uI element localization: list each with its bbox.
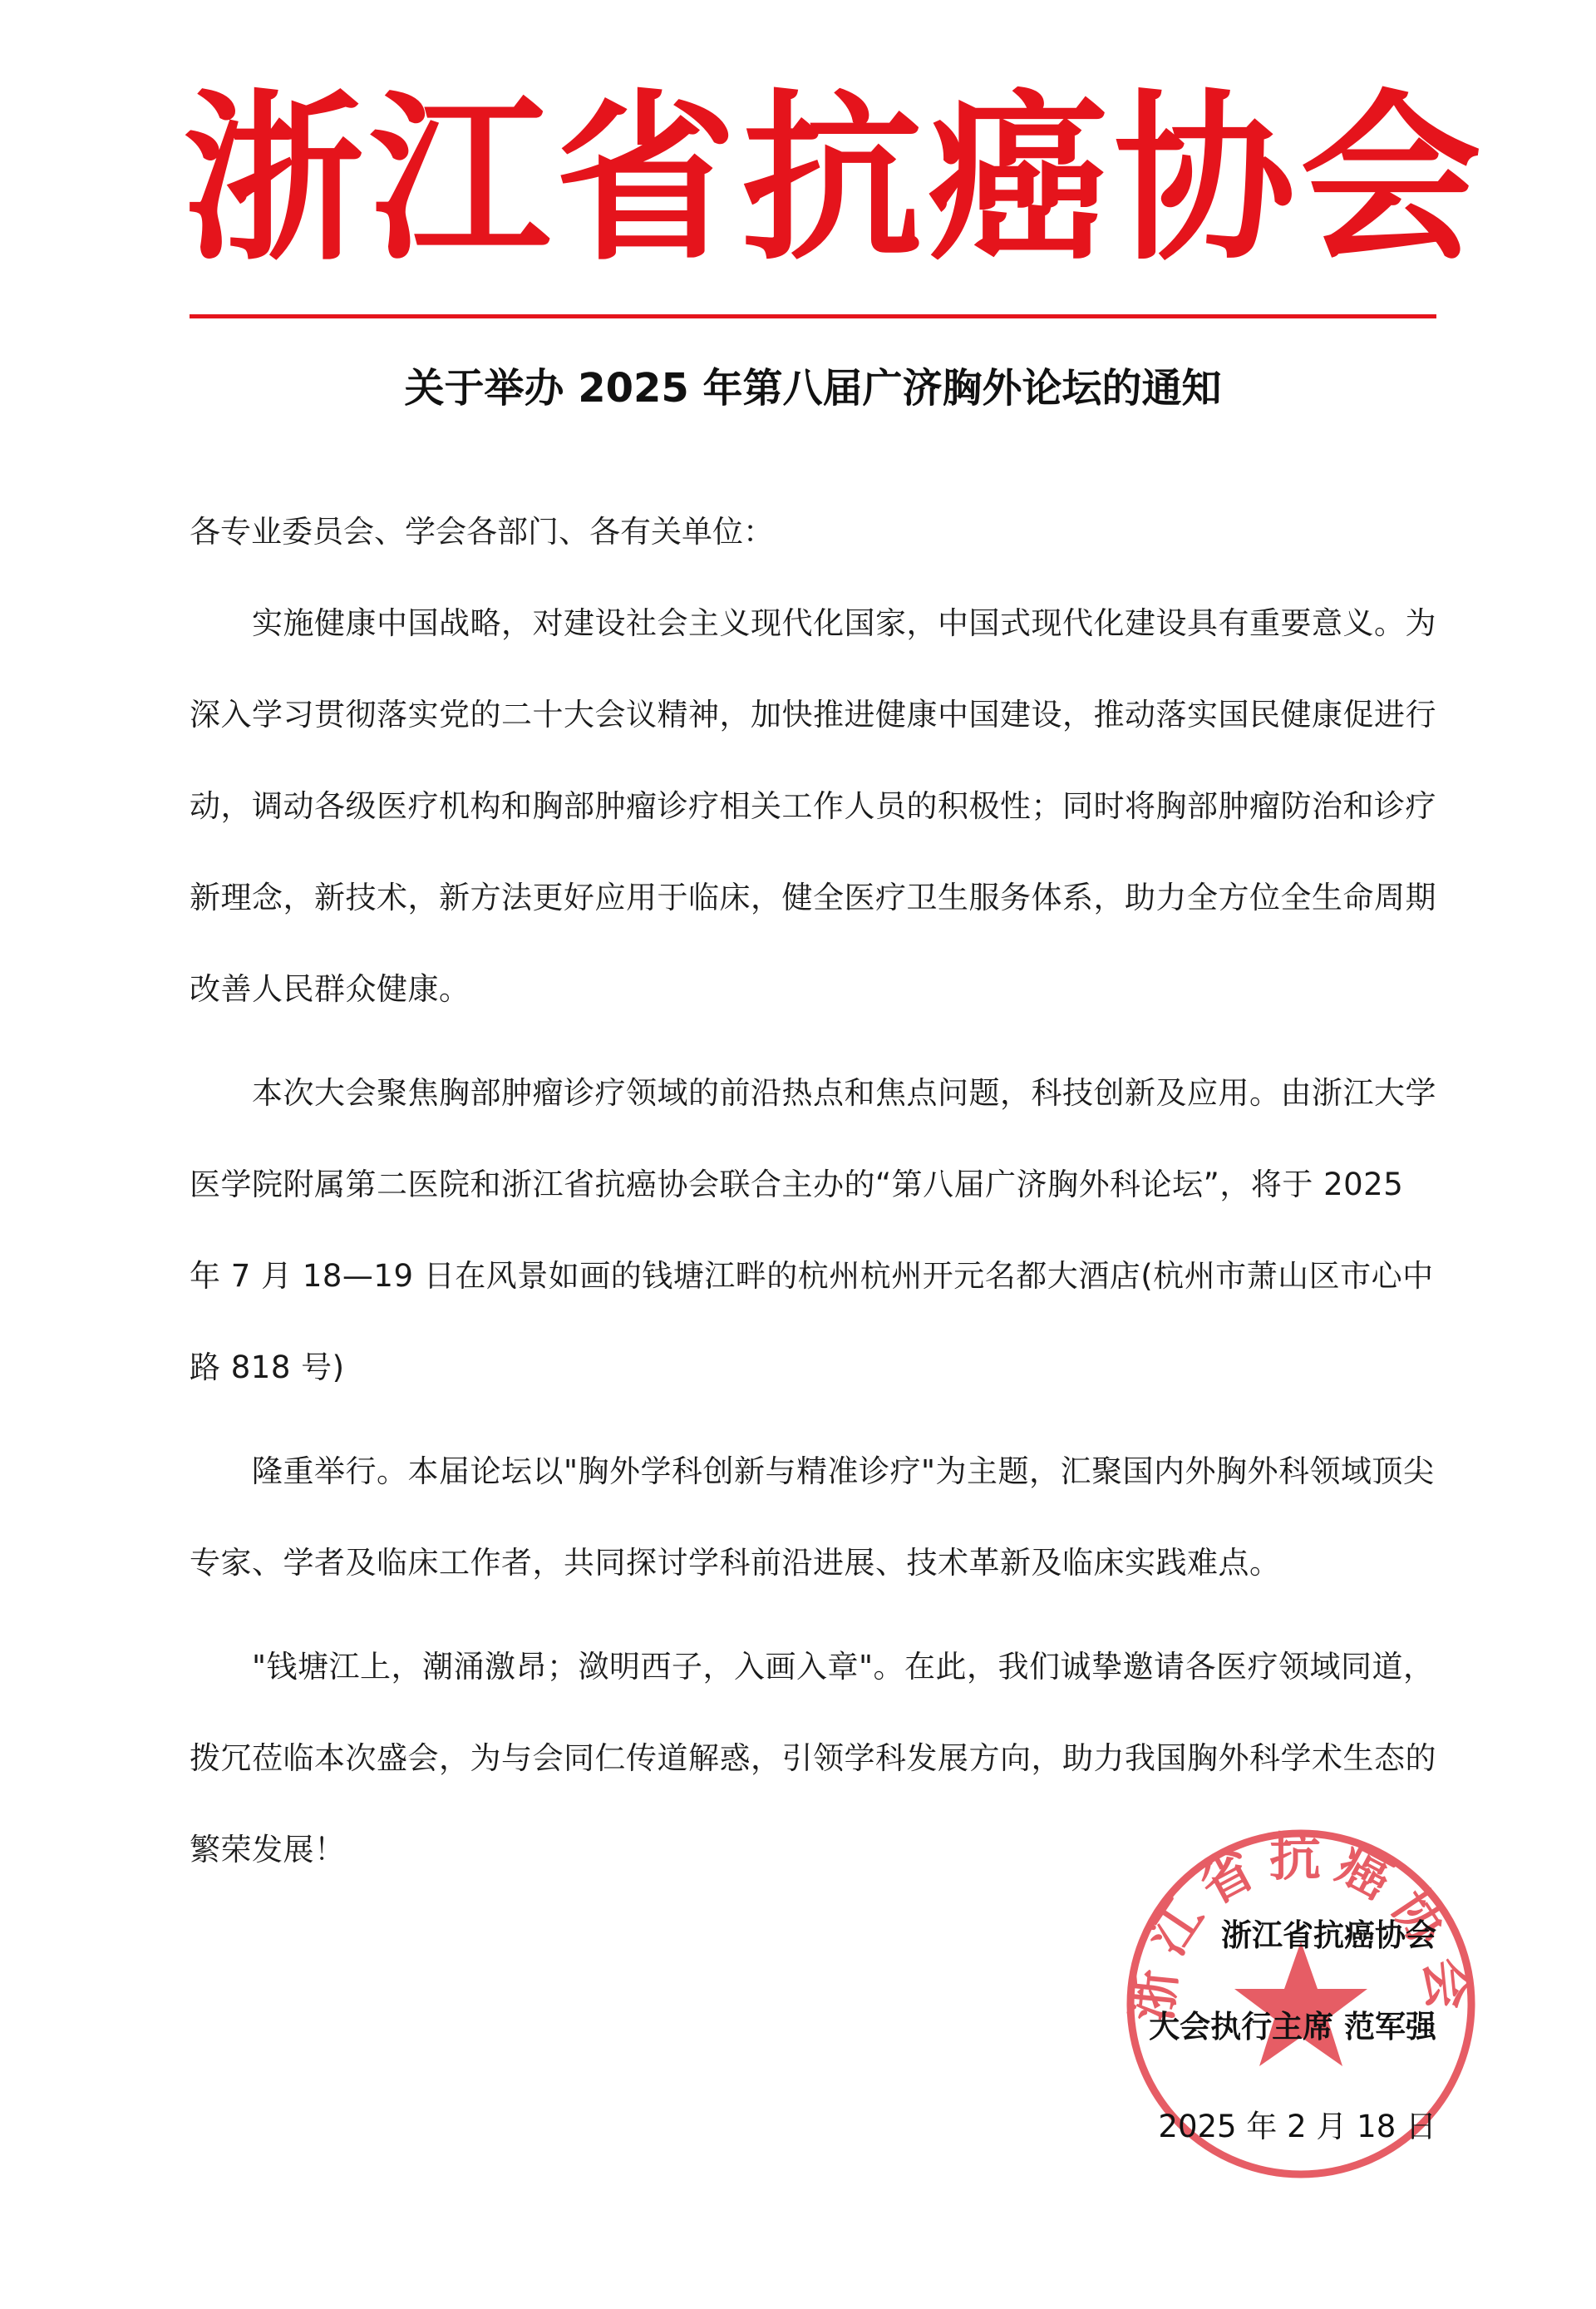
body-line: 新理念，新技术，新方法更好应用于临床，健全医疗卫生服务体系，助力全方位全生命周期 xyxy=(190,880,1436,915)
body-line: 改善人民群众健康。 xyxy=(190,971,470,1007)
body-line: 隆重举行。本届论坛以"胸外学科创新与精准诊疗"为主题，汇聚国内外胸外科领域顶尖 xyxy=(190,1453,1435,1489)
body-line: 深入学习贯彻落实党的二十大会议精神，加快推进健康中国建设，推动落实国民健康促进行 xyxy=(190,697,1436,733)
signature-date: 2025 年 2 月 18 日 xyxy=(1158,2109,1436,2144)
body-line: 本次大会聚焦胸部肿瘤诊疗领域的前沿热点和焦点问题，科技创新及应用。由浙江大学 xyxy=(190,1075,1436,1111)
body-line: 路 818 号) xyxy=(190,1349,345,1385)
body-line: 繁荣发展！ xyxy=(190,1832,346,1867)
document-title: 关于举办 2025 年第八届广济胸外论坛的通知 xyxy=(404,365,1222,412)
body-line: 年 7 月 18—19 日在风景如画的钱塘江畔的杭州杭州开元名都大酒店(杭州市萧山区市心中 xyxy=(190,1258,1434,1294)
body-line: 实施健康中国战略，对建设社会主义现代化国家，中国式现代化建设具有重要意义。为 xyxy=(190,605,1436,641)
body-line: 医学院附属第二医院和浙江省抗癌协会联合主办的“第八届广济胸外科论坛”，将于 2025 xyxy=(190,1167,1404,1202)
seal-text: 浙江省抗癌协会 xyxy=(1121,1827,1480,2025)
body-line: 动，调动各级医疗机构和胸部肿瘤诊疗相关工作人员的积极性；同时将胸部肿瘤防治和诊疗 xyxy=(190,788,1436,824)
salutation: 各专业委员会、学会各部门、各有关单位： xyxy=(190,514,774,550)
signature-organization: 浙江省抗癌协会 xyxy=(1221,1917,1436,1953)
org-letterhead: 浙江省抗癌协会 xyxy=(183,72,1486,285)
letterhead-divider xyxy=(190,314,1436,318)
signature-person: 大会执行主席 范军强 xyxy=(1149,2009,1436,2045)
body-line: "钱塘江上，潮涌激昂；潋明西子，入画入章"。在此，我们诚挚邀请各医疗领域同道， xyxy=(190,1649,1435,1685)
body-line: 拨冗莅临本次盛会，为与会同仁传道解惑，引领学科发展方向，助力我国胸外科学术生态的 xyxy=(190,1740,1436,1776)
body-line: 专家、学者及临床工作者，共同探讨学科前沿进展、技术革新及临床实践难点。 xyxy=(190,1545,1281,1581)
